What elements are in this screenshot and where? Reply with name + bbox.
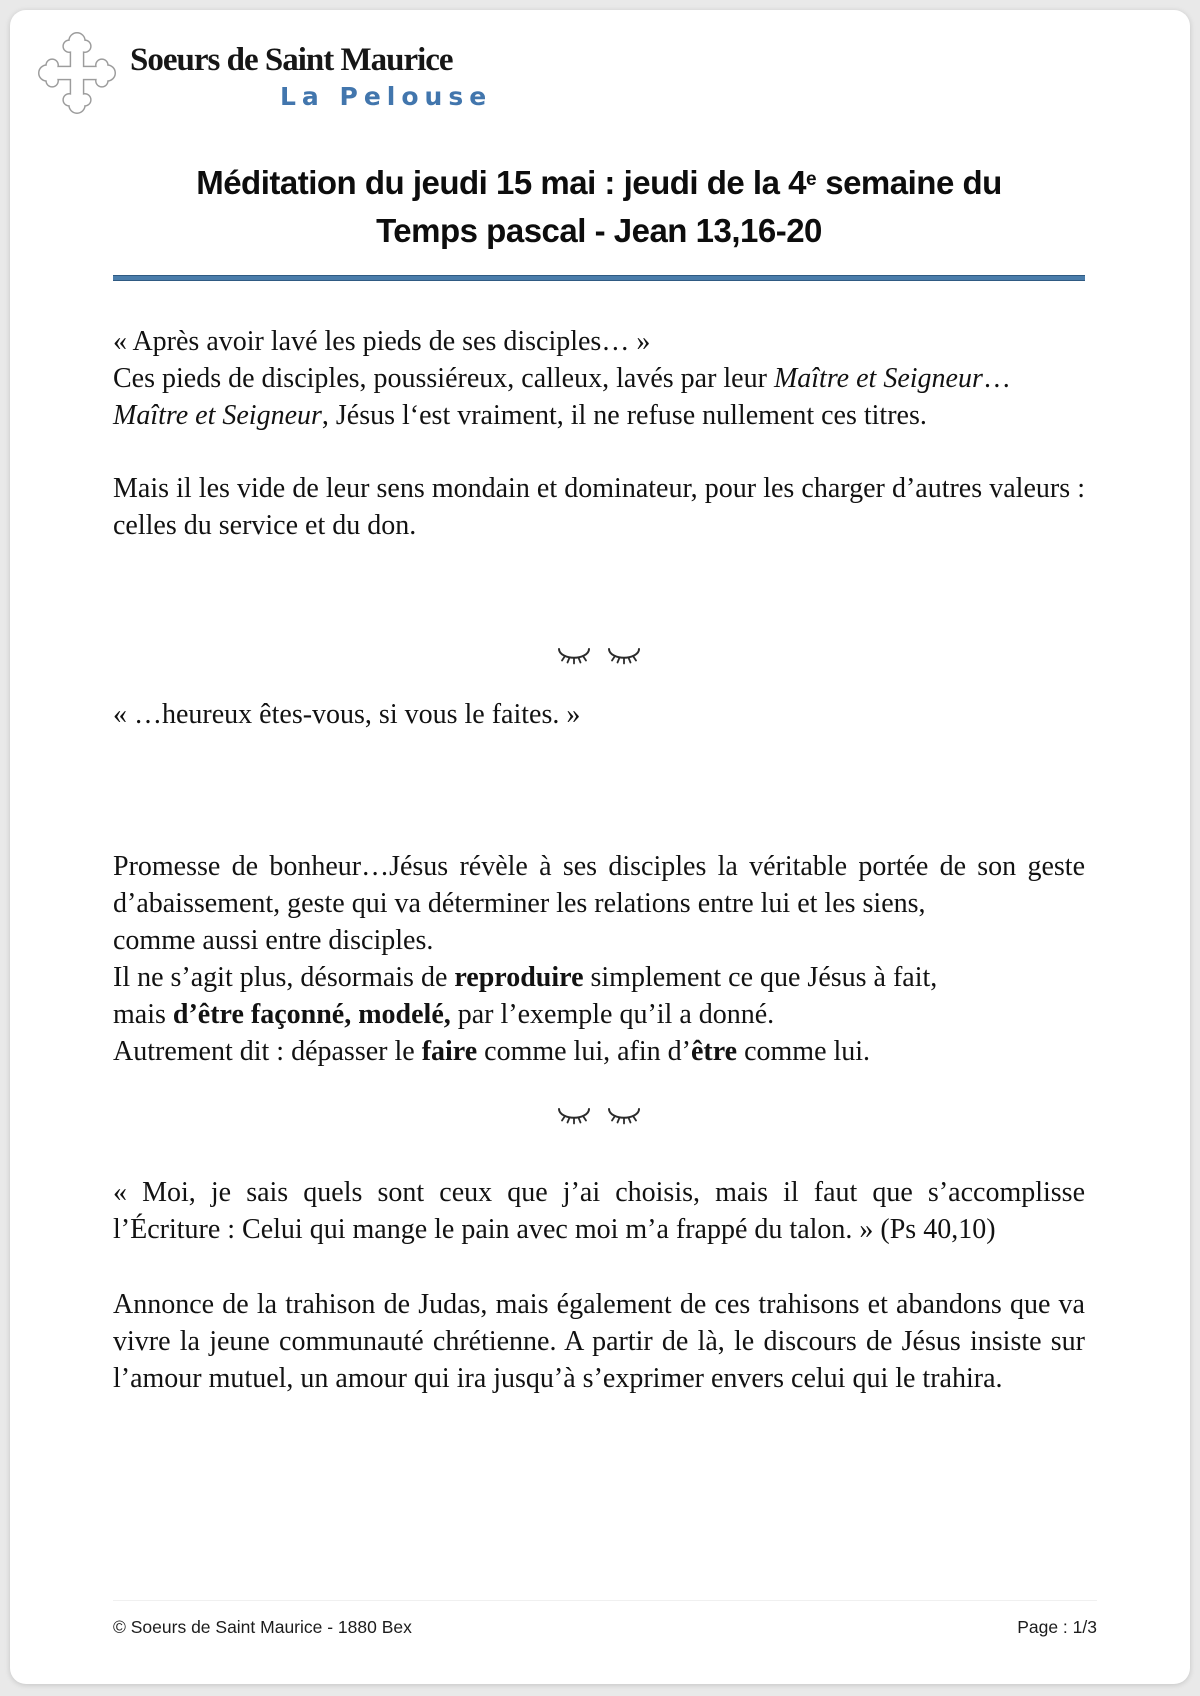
paragraph: comme aussi entre disciples. [113, 925, 434, 956]
logo-text [130, 30, 492, 111]
paragraph: Promesse de bonheur…Jésus révèle à ses disciples la véritable portée de son geste d’abaissement, geste qui va déterminer les relations entre lui et les siens, [113, 851, 1085, 919]
paragraph: Annonce de la trahison de Judas, mais également de ces trahisons et abandons que va vivre la jeune communauté chrétienne. A partir de là, le discours de Jésus insiste sur l’amour mutuel, un amour qui ira jusqu’à s’exprimer envers celui qui le trahira. [113, 1289, 1085, 1394]
document-title-line1: Méditation du jeudi 15 mai : jeudi de la 4e semaine du [196, 164, 1002, 201]
document-title [113, 156, 1085, 255]
document-title-line2: Temps pascal - Jean 13,16-20 [376, 212, 822, 249]
paragraph: « Après avoir lavé les pieds de ses disciples… » [113, 326, 651, 357]
closed-eye-icon [607, 1105, 641, 1125]
body-blocks [113, 323, 1085, 1397]
footer [113, 1600, 1097, 1638]
content-column [113, 156, 1085, 1397]
closed-eye-icon [557, 645, 591, 665]
site-name: La Pelouse [280, 81, 493, 111]
closed-eye-icon [557, 1105, 591, 1125]
paragraph: « Moi, je sais quels sont ceux que j’ai choisis, mais il faut que s’accomplisse l’Écriture : Celui qui mange le pain avec moi m’a frappé du talon. » (Ps 40,10) [113, 1177, 1085, 1245]
title-separator-rule [113, 275, 1085, 281]
paragraph: Autrement dit : dépasser le faire comme lui, afin d’être comme lui. [113, 1036, 871, 1067]
closed-eyes-decoration [113, 1104, 1085, 1126]
paragraph: Maître et Seigneur, Jésus l‘est vraiment, il ne refuse nullement ces titres. [113, 400, 927, 431]
page-number: Page : 1/3 [1017, 1617, 1097, 1637]
paragraph: Il ne s’agit plus, désormais de reproduire simplement ce que Jésus à fait, [113, 962, 938, 993]
copyright-text: © Soeurs de Saint Maurice - 1880 Bex [113, 1617, 412, 1637]
closed-eye-icon [607, 645, 641, 665]
ordinal-superscript: e [805, 169, 817, 190]
header [10, 10, 1190, 116]
document-card [10, 10, 1190, 1684]
org-name: Soeurs de Saint Maurice [130, 42, 453, 78]
paragraph: Mais il les vide de leur sens mondain et dominateur, pour les charger d’autres valeurs : celles du service et du don. [113, 473, 1085, 541]
paragraph: « …heureux êtes-vous, si vous le faites. » [113, 699, 581, 730]
closed-eyes-decoration [113, 644, 1085, 666]
paragraph: mais d’être façonné, modelé, par l’exemple qu’il a donné. [113, 999, 775, 1030]
cross-botonee-icon [38, 30, 116, 116]
paragraph: Ces pieds de disciples, poussiéreux, calleux, lavés par leur Maître et Seigneur… [113, 363, 1011, 394]
